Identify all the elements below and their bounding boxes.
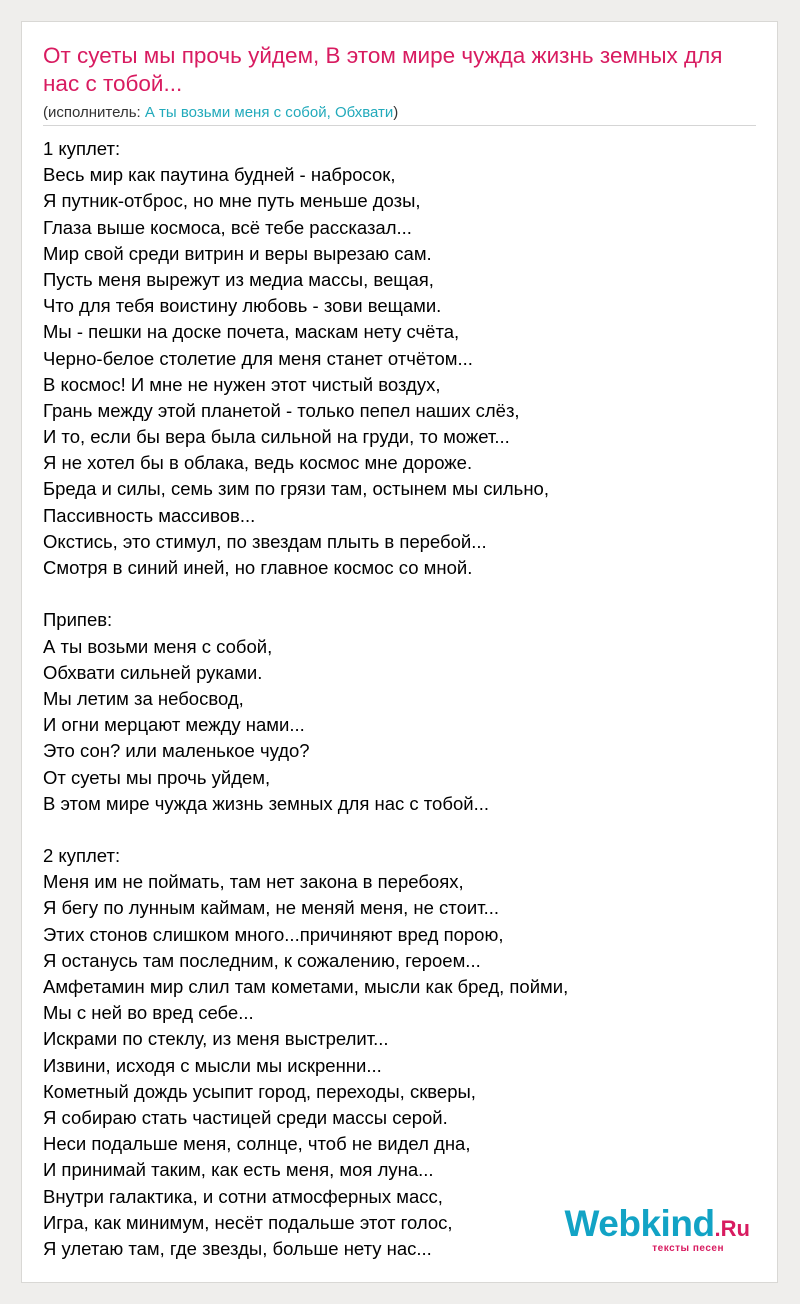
lyric-line: В космос! И мне не нужен этот чистый воздух, [43,373,441,395]
performer-line [43,104,398,122]
lyric-line: И то, если бы вера была сильной на груди, то может... [43,426,510,448]
lyric-line: Этих стонов слишком много...причиняют вред порою, [43,923,504,945]
lyric-line: Мы с ней во вред себе... [43,1002,254,1024]
lyric-line: Я улетаю там, где звезды, больше нету нас... [43,1237,432,1259]
logo-name: Webkind [564,1203,715,1244]
lyric-line: Грань между этой планетой - только пепел наших слёз, [43,399,520,421]
lyric-line: Кометный дождь усыпит город, переходы, скверы, [43,1080,476,1102]
logo-tagline: тексты песен [652,1243,724,1254]
lyric-line: И огни мерцают между нами... [43,714,305,736]
lyric-line: Мы летим за небосвод, [43,687,244,709]
lyric-line: Смотря в синий иней, но главное космос со мной. [43,557,473,578]
lyric-line: Черно-белое столетие для меня станет отчётом... [43,347,473,369]
lyric-line: А ты возьми меня с собой, [43,635,273,657]
lyric-line: Неси подальше меня, солнце, чтоб не видел дна, [43,1133,471,1155]
lyric-line: Пусть меня вырежут из медиа массы, вещая, [43,268,434,290]
lyric-line: Игра, как минимум, несёт подальше этот голос, [43,1211,453,1233]
chorus [43,607,763,817]
lyric-line: Мир свой среди витрин и веры вырезаю сам. [43,242,432,264]
lyric-line: Я бегу по лунным каймам, не меняй меня, не стоит... [43,897,500,919]
lyric-line: От суеты мы прочь уйдем, [43,766,271,788]
lyric-line: Весь мир как паутина будней - набросок, [43,164,396,186]
stanza-gap [43,817,763,843]
lyric-line: Я останусь там последним, к сожалению, героем... [43,949,481,971]
lyric-line: В этом мире чужда жизнь земных для нас с тобой... [43,792,489,814]
lyric-line: 2 куплет: [43,845,121,867]
lyric-line: Мы - пешки на доске почета, маскам нету счёта, [43,321,460,343]
lyric-line: Я не хотел бы в облака, ведь космос мне дороже. [43,452,473,474]
lyric-line: Искрами по стеклу, из меня выстрелит... [43,1028,389,1050]
lyric-line: Обхвати сильней руками. [43,661,263,683]
song-title: От суеты мы прочь уйдем, В этом мире чужда жизнь земных для нас с тобой... [43,43,723,96]
stanza-gap [43,581,763,607]
site-logo[interactable] [565,1205,750,1254]
verse-2 [43,843,763,1262]
lyric-line: Внутри галактика, и сотни атмосферных масс, [43,1185,443,1207]
verse-1 [43,136,763,581]
lyrics-card [21,21,778,1283]
logo-tld: .Ru [714,1216,750,1241]
lyric-line: Бреда и силы, семь зим по грязи там, остынем мы сильно, [43,478,549,500]
performer-suffix: ) [393,104,399,121]
title-divider [43,125,756,126]
lyric-line: Меня им не поймать, там нет закона в перебоях, [43,871,464,893]
performer-link[interactable]: А ты возьми меня с собой, Обхвати [144,104,394,121]
lyric-line: Припев: [43,609,113,631]
lyric-line: Пассивность массивов... [43,504,256,526]
lyric-line: Это сон? или маленькое чудо? [43,740,310,762]
lyrics-text [43,136,763,1262]
lyric-line: 1 куплет: [43,138,121,159]
lyric-line: Что для тебя воистину любовь - зови вещами. [43,295,442,317]
lyric-line: И принимай таким, как есть меня, моя луна... [43,1159,434,1181]
lyric-line: Глаза выше космоса, всё тебе рассказал... [43,216,412,238]
performer-prefix: (исполнитель: [43,104,145,121]
lyric-line: Окстись, это стимул, по звездам плыть в перебой... [43,530,487,552]
logo-wordmark [565,1205,750,1248]
lyric-line: Я путник-отброс, но мне путь меньше дозы, [43,190,421,212]
lyric-line: Амфетамин мир слил там кометами, мысли как бред, пойми, [43,976,569,997]
lyric-line: Извини, исходя с мысли мы искренни... [43,1054,382,1076]
lyric-line: Я собираю стать частицей среди массы серой. [43,1106,448,1128]
